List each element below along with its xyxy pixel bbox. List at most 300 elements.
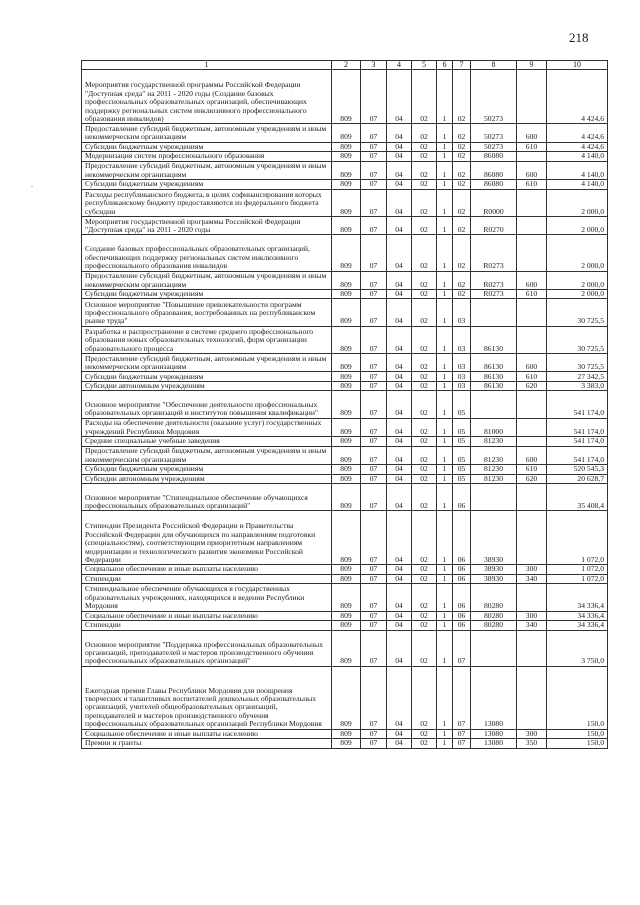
row-code-c5: 02	[412, 372, 437, 382]
table-row	[82, 446, 608, 464]
row-code-c3: 07	[361, 189, 387, 216]
row-code-c9: 620	[517, 381, 547, 391]
row-code-c4: 04	[387, 299, 412, 326]
row-code-c2: 809	[332, 391, 361, 418]
row-code-c2: 809	[332, 124, 361, 142]
row-amount: 150,0	[547, 739, 608, 749]
row-code-c7: 02	[453, 152, 471, 162]
table-row	[82, 465, 608, 475]
row-code-c4: 04	[387, 381, 412, 391]
row-code-c5: 02	[412, 574, 437, 584]
row-amount: 541 174,0	[547, 391, 608, 418]
row-code-c3: 07	[361, 381, 387, 391]
row-code-c3: 07	[361, 474, 387, 484]
row-code-c9	[517, 584, 547, 611]
row-code-c5: 02	[412, 611, 437, 621]
row-amount: 4 424,6	[547, 142, 608, 152]
row-name: Стипендии Президента Российской Федерации и Правительства Российской Федерации для обучающихся по направлениям подготовки (специальностям), соответствующим приоритетным направлениям модернизации и технологического развития экономики Российской Федерации	[82, 511, 332, 565]
header-cell-4: 4	[387, 61, 412, 70]
row-name: Основное мероприятие "Обеспечение деятельности профессиональных образовательных организаций и институтов повышения квалификации"	[82, 391, 332, 418]
table-row	[82, 326, 608, 353]
row-code-c9: 300	[517, 729, 547, 739]
row-code-c9	[517, 484, 547, 511]
row-code-c3: 07	[361, 465, 387, 475]
table-row	[82, 372, 608, 382]
row-name: Предоставление субсидий бюджетным, автономным учреждениям и иным некоммерческим организациям	[82, 124, 332, 142]
row-code-c5: 02	[412, 289, 437, 299]
row-code-c2: 809	[332, 161, 361, 179]
table-row	[82, 474, 608, 484]
row-code-c6: 1	[437, 511, 453, 565]
row-name: Расходы на обеспечение деятельности (оказание услуг) государственных учреждений Республики Мордовия	[82, 418, 332, 436]
row-code-c5: 02	[412, 584, 437, 611]
header-cell-6: 6	[437, 61, 453, 70]
row-code-c7: 06	[453, 565, 471, 575]
row-amount: 30 725,5	[547, 326, 608, 353]
table-row	[82, 418, 608, 436]
row-code-c3: 07	[361, 70, 387, 124]
row-code-c2: 809	[332, 465, 361, 475]
row-code-c3: 07	[361, 484, 387, 511]
table-row	[82, 729, 608, 739]
row-code-c7: 06	[453, 621, 471, 631]
row-code-c5: 02	[412, 437, 437, 447]
row-code-c4: 04	[387, 484, 412, 511]
row-amount: 30 725,5	[547, 354, 608, 372]
row-code-c9: 300	[517, 565, 547, 575]
table-row	[82, 70, 608, 124]
row-code-c4: 04	[387, 216, 412, 234]
row-code-c9: 600	[517, 124, 547, 142]
row-code-c5: 02	[412, 446, 437, 464]
row-code-c2: 809	[332, 216, 361, 234]
row-code-c2: 809	[332, 511, 361, 565]
row-code-c4: 04	[387, 152, 412, 162]
row-code-c6: 1	[437, 437, 453, 447]
row-amount: 35 408,4	[547, 484, 608, 511]
row-amount: 2 000,0	[547, 216, 608, 234]
row-code-c8: 86080	[471, 180, 517, 190]
row-code-c9	[517, 152, 547, 162]
row-code-c3: 07	[361, 161, 387, 179]
table-row	[82, 289, 608, 299]
row-code-c3: 07	[361, 418, 387, 436]
table-row	[82, 666, 608, 729]
row-amount: 4 140,0	[547, 161, 608, 179]
table-row	[82, 189, 608, 216]
row-name: Субсидии автономным учреждениям	[82, 381, 332, 391]
row-name: Социальное обеспечение и иные выплаты населению	[82, 565, 332, 575]
row-code-c7: 07	[453, 666, 471, 729]
row-code-c6: 1	[437, 666, 453, 729]
row-code-c8: 80280	[471, 611, 517, 621]
row-code-c3: 07	[361, 584, 387, 611]
row-code-c4: 04	[387, 124, 412, 142]
row-code-c9	[517, 299, 547, 326]
table-row	[82, 565, 608, 575]
row-code-c6: 1	[437, 142, 453, 152]
row-code-c5: 02	[412, 474, 437, 484]
row-code-c3: 07	[361, 391, 387, 418]
row-name: Средние специальные учебные заведения	[82, 437, 332, 447]
row-amount: 2 000,0	[547, 289, 608, 299]
row-code-c2: 809	[332, 418, 361, 436]
row-code-c5: 02	[412, 484, 437, 511]
row-code-c3: 07	[361, 142, 387, 152]
row-code-c3: 07	[361, 271, 387, 289]
row-code-c6: 1	[437, 621, 453, 631]
row-name: Субсидии бюджетным учреждениям	[82, 372, 332, 382]
row-code-c7: 05	[453, 465, 471, 475]
header-cell-1: 1	[82, 61, 332, 70]
row-code-c9: 610	[517, 372, 547, 382]
row-code-c5: 02	[412, 729, 437, 739]
table-row	[82, 381, 608, 391]
row-code-c2: 809	[332, 70, 361, 124]
row-amount: 4 140,0	[547, 152, 608, 162]
row-code-c2: 809	[332, 574, 361, 584]
row-code-c4: 04	[387, 621, 412, 631]
row-code-c6: 1	[437, 189, 453, 216]
row-code-c8: 86080	[471, 152, 517, 162]
row-name: Предоставление субсидий бюджетным, автономным учреждениям и иным некоммерческим организациям	[82, 271, 332, 289]
row-code-c7: 02	[453, 235, 471, 271]
header-row	[82, 61, 608, 70]
row-amount: 34 336,4	[547, 584, 608, 611]
page-number: 218	[569, 30, 589, 45]
row-code-c5: 02	[412, 142, 437, 152]
row-code-c9	[517, 630, 547, 666]
row-code-c9: 350	[517, 739, 547, 749]
row-code-c5: 02	[412, 418, 437, 436]
table-row	[82, 124, 608, 142]
row-amount: 541 174,0	[547, 446, 608, 464]
row-name: Основное мероприятие "Повышение привлекательности программ профессионального образования, востребованных на республиканском рынке труда"	[82, 299, 332, 326]
row-code-c7: 02	[453, 142, 471, 152]
row-code-c8: 86130	[471, 381, 517, 391]
row-code-c7: 07	[453, 739, 471, 749]
row-code-c4: 04	[387, 391, 412, 418]
row-code-c4: 04	[387, 354, 412, 372]
row-code-c7: 02	[453, 189, 471, 216]
row-code-c8: 86130	[471, 326, 517, 353]
row-amount: 520 545,3	[547, 465, 608, 475]
row-code-c8: 86130	[471, 354, 517, 372]
row-code-c8: 50273	[471, 70, 517, 124]
row-code-c6: 1	[437, 354, 453, 372]
row-amount: 3 383,0	[547, 381, 608, 391]
row-code-c2: 809	[332, 611, 361, 621]
row-name: Основное мероприятие "Поддержка профессиональных образовательных организаций, преподавателей и мастеров производственного обучения профессиональных образовательных организаций"	[82, 630, 332, 666]
row-code-c4: 04	[387, 511, 412, 565]
row-name: Предоставление субсидий бюджетным, автономным учреждениям и иным некоммерческим организациям	[82, 354, 332, 372]
row-code-c5: 02	[412, 124, 437, 142]
row-code-c4: 04	[387, 235, 412, 271]
row-name: Создание базовых профессиональных образовательных организаций, обеспечивающих поддержку региональных систем инклюзивного профессионального образования инвалидов	[82, 235, 332, 271]
row-amount: 34 336,4	[547, 611, 608, 621]
row-code-c6: 1	[437, 124, 453, 142]
row-code-c7: 06	[453, 484, 471, 511]
row-code-c8: R0273	[471, 289, 517, 299]
row-code-c9	[517, 70, 547, 124]
row-code-c6: 1	[437, 180, 453, 190]
row-amount: 4 424,6	[547, 124, 608, 142]
row-code-c2: 809	[332, 584, 361, 611]
row-code-c3: 07	[361, 152, 387, 162]
row-code-c5: 02	[412, 326, 437, 353]
row-code-c5: 02	[412, 666, 437, 729]
row-code-c8: R0270	[471, 216, 517, 234]
row-code-c2: 809	[332, 142, 361, 152]
row-code-c7: 06	[453, 611, 471, 621]
row-code-c4: 04	[387, 142, 412, 152]
row-amount: 541 174,0	[547, 437, 608, 447]
table-row	[82, 216, 608, 234]
row-code-c3: 07	[361, 124, 387, 142]
row-code-c9: 600	[517, 446, 547, 464]
row-code-c7: 02	[453, 289, 471, 299]
row-code-c7: 07	[453, 630, 471, 666]
row-code-c2: 809	[332, 189, 361, 216]
table-row	[82, 621, 608, 631]
row-code-c3: 07	[361, 565, 387, 575]
header-cell-3: 3	[361, 61, 387, 70]
row-code-c5: 02	[412, 354, 437, 372]
row-amount: 1 072,0	[547, 574, 608, 584]
row-code-c2: 809	[332, 326, 361, 353]
row-name: Субсидии бюджетным учреждениям	[82, 289, 332, 299]
row-name: Мероприятия государственной программы Российской Федерации "Доступная среда" на 2011 - 2020 годы	[82, 216, 332, 234]
row-code-c7: 05	[453, 391, 471, 418]
row-amount: 20 628,7	[547, 474, 608, 484]
row-code-c8	[471, 484, 517, 511]
row-code-c3: 07	[361, 437, 387, 447]
row-code-c5: 02	[412, 465, 437, 475]
row-code-c2: 809	[332, 299, 361, 326]
row-code-c6: 1	[437, 381, 453, 391]
row-code-c3: 07	[361, 511, 387, 565]
row-code-c7: 03	[453, 372, 471, 382]
table-row	[82, 437, 608, 447]
row-code-c8	[471, 299, 517, 326]
table-row	[82, 299, 608, 326]
row-name: Стипендии	[82, 621, 332, 631]
row-code-c6: 1	[437, 372, 453, 382]
row-code-c7: 05	[453, 437, 471, 447]
row-name: Социальное обеспечение и иные выплаты населению	[82, 729, 332, 739]
row-code-c7: 03	[453, 326, 471, 353]
row-name: Социальное обеспечение и иные выплаты населению	[82, 611, 332, 621]
row-name: Стипендии	[82, 574, 332, 584]
table-row	[82, 630, 608, 666]
table-row	[82, 739, 608, 749]
row-code-c5: 02	[412, 739, 437, 749]
row-code-c7: 07	[453, 729, 471, 739]
row-amount: 1 072,0	[547, 511, 608, 565]
row-code-c6: 1	[437, 70, 453, 124]
row-name: Модернизация систем профессионального образования	[82, 152, 332, 162]
row-code-c2: 809	[332, 729, 361, 739]
row-code-c3: 07	[361, 235, 387, 271]
row-code-c5: 02	[412, 299, 437, 326]
row-amount: 541 174,0	[547, 418, 608, 436]
row-code-c6: 1	[437, 418, 453, 436]
row-code-c4: 04	[387, 271, 412, 289]
row-code-c2: 809	[332, 271, 361, 289]
row-code-c8: 50273	[471, 124, 517, 142]
row-code-c2: 809	[332, 565, 361, 575]
row-code-c9	[517, 326, 547, 353]
row-code-c3: 07	[361, 739, 387, 749]
row-code-c5: 02	[412, 391, 437, 418]
row-code-c7: 05	[453, 474, 471, 484]
table-row	[82, 584, 608, 611]
row-amount: 30 725,5	[547, 299, 608, 326]
row-code-c2: 809	[332, 381, 361, 391]
row-code-c9: 600	[517, 354, 547, 372]
row-code-c9	[517, 418, 547, 436]
header-cell-9: 9	[517, 61, 547, 70]
row-code-c3: 07	[361, 574, 387, 584]
row-code-c6: 1	[437, 299, 453, 326]
row-code-c5: 02	[412, 152, 437, 162]
row-code-c9	[517, 391, 547, 418]
row-amount: 4 140,0	[547, 180, 608, 190]
row-code-c9: 620	[517, 474, 547, 484]
row-code-c9: 610	[517, 142, 547, 152]
row-code-c7: 02	[453, 70, 471, 124]
row-code-c5: 02	[412, 161, 437, 179]
row-code-c7: 06	[453, 511, 471, 565]
row-code-c2: 809	[332, 739, 361, 749]
row-code-c6: 1	[437, 574, 453, 584]
row-code-c4: 04	[387, 729, 412, 739]
table-row	[82, 142, 608, 152]
row-code-c8: 38930	[471, 565, 517, 575]
row-code-c3: 07	[361, 446, 387, 464]
row-code-c5: 02	[412, 621, 437, 631]
row-code-c9: 600	[517, 161, 547, 179]
row-code-c6: 1	[437, 729, 453, 739]
row-code-c3: 07	[361, 289, 387, 299]
table-row	[82, 180, 608, 190]
row-code-c9	[517, 511, 547, 565]
row-code-c4: 04	[387, 474, 412, 484]
row-code-c2: 809	[332, 235, 361, 271]
row-code-c3: 07	[361, 666, 387, 729]
row-code-c6: 1	[437, 161, 453, 179]
budget-table-container	[81, 60, 608, 749]
row-code-c2: 809	[332, 437, 361, 447]
row-code-c2: 809	[332, 354, 361, 372]
header-cell-8: 8	[471, 61, 517, 70]
row-name: Мероприятия государственной программы Российской Федерации "Доступная среда" на 2011 - 2020 годы (Создание базовых профессиональных образовательных организаций, обеспечивающих поддержку региональных систем инклюзивного профессионального образования инвалидов)	[82, 70, 332, 124]
row-code-c7: 02	[453, 216, 471, 234]
row-code-c8: 81230	[471, 474, 517, 484]
row-code-c6: 1	[437, 465, 453, 475]
header-cell-10: 10	[547, 61, 608, 70]
row-code-c2: 809	[332, 474, 361, 484]
row-code-c7: 06	[453, 584, 471, 611]
row-code-c5: 02	[412, 381, 437, 391]
row-code-c9: 610	[517, 465, 547, 475]
table-row	[82, 391, 608, 418]
row-amount: 150,0	[547, 666, 608, 729]
row-code-c4: 04	[387, 584, 412, 611]
row-code-c8: 81000	[471, 418, 517, 436]
row-name: Премии и гранты	[82, 739, 332, 749]
row-code-c4: 04	[387, 666, 412, 729]
table-row	[82, 484, 608, 511]
row-code-c9	[517, 666, 547, 729]
row-code-c5: 02	[412, 189, 437, 216]
row-code-c4: 04	[387, 326, 412, 353]
row-amount: 34 336,4	[547, 621, 608, 631]
header-cell-7: 7	[453, 61, 471, 70]
row-code-c9: 340	[517, 621, 547, 631]
row-amount: 4 424,6	[547, 70, 608, 124]
row-code-c7: 03	[453, 299, 471, 326]
row-code-c5: 02	[412, 70, 437, 124]
row-code-c8: 80280	[471, 621, 517, 631]
table-row	[82, 611, 608, 621]
row-code-c6: 1	[437, 326, 453, 353]
row-code-c4: 04	[387, 372, 412, 382]
row-name: Субсидии бюджетным учреждениям	[82, 465, 332, 475]
row-code-c2: 809	[332, 484, 361, 511]
row-code-c6: 1	[437, 271, 453, 289]
row-code-c7: 06	[453, 574, 471, 584]
row-amount: 27 342,5	[547, 372, 608, 382]
row-code-c9: 300	[517, 611, 547, 621]
row-code-c2: 809	[332, 621, 361, 631]
row-code-c9: 610	[517, 180, 547, 190]
row-code-c3: 07	[361, 630, 387, 666]
row-code-c7: 03	[453, 354, 471, 372]
row-code-c5: 02	[412, 180, 437, 190]
row-code-c8: 13080	[471, 666, 517, 729]
table-row	[82, 511, 608, 565]
row-code-c6: 1	[437, 611, 453, 621]
row-code-c3: 07	[361, 729, 387, 739]
row-code-c4: 04	[387, 418, 412, 436]
header-cell-2: 2	[332, 61, 361, 70]
row-code-c8: 81230	[471, 446, 517, 464]
table-row	[82, 235, 608, 271]
row-code-c8: R0273	[471, 271, 517, 289]
table-row	[82, 152, 608, 162]
table-row	[82, 574, 608, 584]
row-code-c8: 86080	[471, 161, 517, 179]
row-code-c2: 809	[332, 372, 361, 382]
row-code-c2: 809	[332, 180, 361, 190]
row-name: Субсидии бюджетным учреждениям	[82, 180, 332, 190]
row-code-c6: 1	[437, 474, 453, 484]
row-code-c9	[517, 216, 547, 234]
row-name: Основное мероприятие "Стипендиальное обеспечение обучающихся профессиональных образовательных организаций"	[82, 484, 332, 511]
row-code-c7: 02	[453, 124, 471, 142]
row-code-c8: 80280	[471, 584, 517, 611]
row-code-c2: 809	[332, 446, 361, 464]
row-code-c9: 340	[517, 574, 547, 584]
row-code-c6: 1	[437, 235, 453, 271]
budget-table	[81, 60, 608, 749]
row-code-c4: 04	[387, 189, 412, 216]
row-code-c7: 05	[453, 418, 471, 436]
row-code-c5: 02	[412, 271, 437, 289]
row-code-c3: 07	[361, 372, 387, 382]
row-code-c5: 02	[412, 511, 437, 565]
